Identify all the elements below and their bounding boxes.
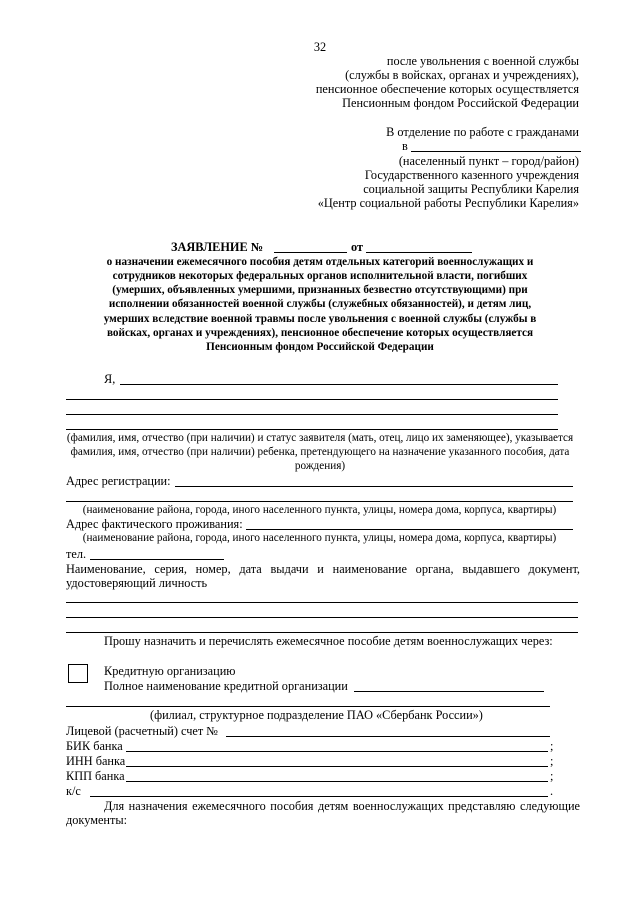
title-line: умерших вследствие военной травмы после увольнения с военной службы (службы в	[103, 313, 537, 325]
page-number: 32	[313, 40, 327, 54]
settlement-hint: (населенный пункт – город/район)	[398, 154, 579, 168]
identity-document-label: Наименование, серия, номер, дата выдачи и наименование органа, выдавшего документ,	[66, 562, 580, 576]
registration-address-label: Адрес регистрации:	[66, 474, 171, 488]
ks-field[interactable]	[90, 796, 548, 797]
registration-address-field[interactable]	[175, 486, 573, 487]
bank-full-name-label: Полное наименование кредитной организации	[104, 679, 348, 693]
applicant-name-field[interactable]	[120, 384, 558, 385]
branch-hint: (филиал, структурное подразделение ПАО «Сбербанк России»)	[150, 708, 483, 722]
bik-field[interactable]	[126, 751, 548, 752]
ks-label: к/с	[66, 784, 81, 798]
title-line: исполнении обязанностей военной службы (служебных обязанностей), и детям лиц,	[108, 298, 532, 310]
phone-label: тел.	[66, 547, 87, 561]
applicant-hint: рождения)	[294, 460, 346, 472]
bank-full-name-field[interactable]	[354, 691, 544, 692]
application-number-field[interactable]	[274, 252, 347, 253]
bank-full-name-field[interactable]	[66, 706, 550, 707]
credit-organization-checkbox[interactable]	[68, 664, 88, 683]
ks-period: .	[550, 784, 554, 798]
settlement-field[interactable]	[411, 151, 581, 152]
recipient-line: (службы в войсках, органах и учреждениях),	[345, 68, 579, 82]
recipient-line: социальной защиты Республики Карелия	[363, 182, 579, 196]
registration-address-field[interactable]	[66, 501, 573, 502]
documents-text: Для назначения ежемесячного пособия детям военнослужащих представляю следующие	[104, 799, 580, 813]
recipient-line: Государственного казенного учреждения	[364, 168, 579, 182]
recipient-line: после увольнения с военной службы	[386, 54, 579, 68]
account-field[interactable]	[226, 736, 550, 737]
actual-address-field[interactable]	[246, 529, 573, 530]
phone-field[interactable]	[90, 559, 224, 560]
bik-label: БИК банка	[66, 739, 123, 753]
actual-address-label: Адрес фактического проживания:	[66, 517, 243, 531]
identity-document-field[interactable]	[66, 602, 578, 603]
recipient-department: В отделение по работе с гражданами	[386, 125, 579, 139]
bik-semicolon: ;	[550, 739, 554, 753]
title-line: о назначении ежемесячного пособия детям отдельных категорий военнослужащих и	[106, 256, 534, 268]
credit-organization-option: Кредитную организацию	[104, 664, 236, 678]
account-label: Лицевой (расчетный) счет №	[66, 724, 219, 738]
inn-semicolon: ;	[550, 754, 554, 768]
recipient-line: пенсионное обеспечение которых осуществляется	[315, 82, 579, 96]
kpp-label: КПП банка	[66, 769, 125, 783]
request-text: Прошу назначить и перечислять ежемесячное пособие детям военнослужащих через:	[104, 634, 553, 648]
kpp-semicolon: ;	[550, 769, 554, 783]
registration-address-hint: (наименование района, города, иного населенного пункта, улицы, номера дома, корпуса, квартиры)	[82, 504, 557, 516]
application-date-field[interactable]	[366, 252, 472, 253]
applicant-hint: (фамилия, имя, отчество (при наличии) и статус заявителя (мать, отец, лицо их заменяющее), указывается	[66, 432, 574, 444]
title-line: Пенсионным фондом Российской Федерации	[206, 341, 434, 353]
applicant-name-field[interactable]	[66, 399, 558, 400]
inn-label: ИНН банка	[66, 754, 126, 768]
documents-text: документы:	[66, 813, 128, 827]
application-from: от	[351, 240, 364, 254]
application-title: ЗАЯВЛЕНИЕ №	[171, 240, 264, 254]
identity-document-label: удостоверяющий личность	[66, 576, 208, 590]
applicant-hint: фамилия, имя, отчество (при наличии) ребенка, претендующего на назначение указанного пособия, дата	[70, 446, 570, 458]
identity-document-field[interactable]	[66, 632, 578, 633]
ya-label: Я,	[104, 372, 116, 386]
recipient-line: Пенсионным фондом Российской Федерации	[342, 96, 579, 110]
actual-address-hint: (наименование района, города, иного населенного пункта, улицы, номера дома, корпуса, квартиры)	[82, 532, 557, 544]
applicant-name-field[interactable]	[66, 429, 558, 430]
title-line: (умерших, объявленных умершими, признанных безвестно отсутствующими) при	[112, 284, 528, 296]
title-line: сотрудников некоторых федеральных органов исполнительной власти, погибших	[112, 270, 528, 282]
recipient-in-prefix: в	[402, 139, 408, 153]
applicant-name-field[interactable]	[66, 414, 558, 415]
kpp-field[interactable]	[126, 781, 548, 782]
recipient-line: «Центр социальной работы Республики Карелия»	[317, 196, 579, 210]
identity-document-field[interactable]	[66, 617, 578, 618]
inn-field[interactable]	[126, 766, 548, 767]
title-line: войсках, органах и учреждениях), пенсионное обеспечение которых осуществляется	[106, 327, 534, 339]
